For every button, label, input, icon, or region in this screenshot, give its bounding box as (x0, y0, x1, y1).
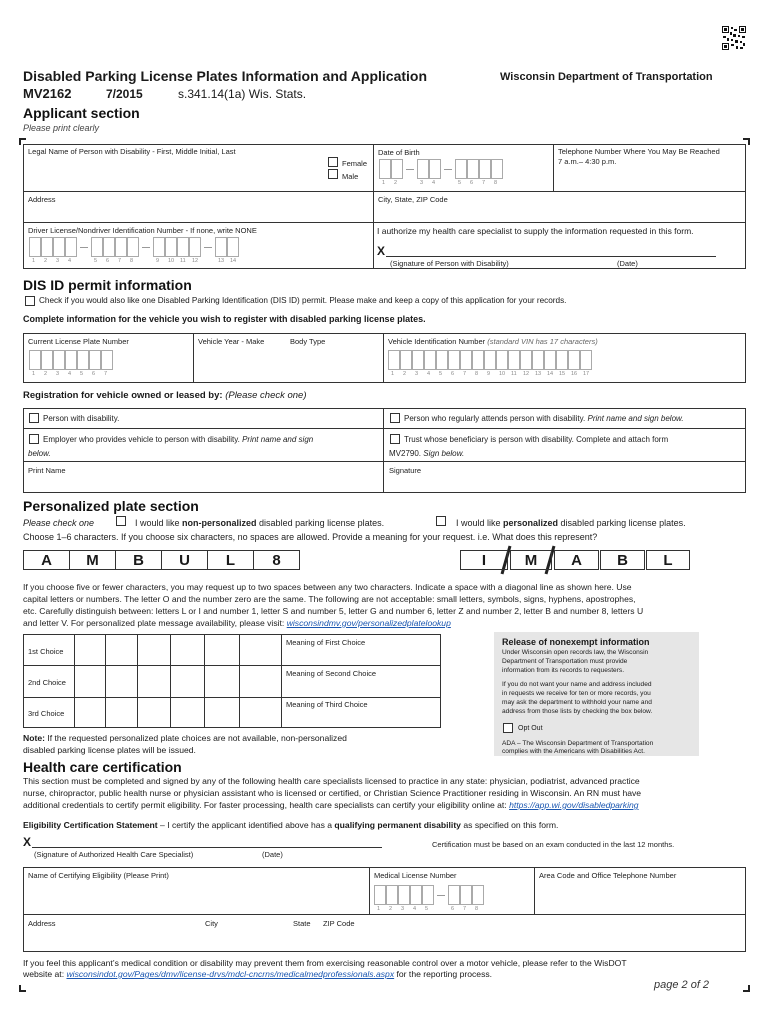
note-line-2: disabled parking license plates will be issued. (23, 745, 196, 755)
dl-box[interactable] (53, 237, 65, 257)
rules-line-4: and letter V. For personalized plate message availability, please visit: wisconsindmv.gov/personalizedplatelookup (23, 618, 451, 628)
disid-checkbox[interactable] (25, 296, 35, 306)
trust-checkbox[interactable] (390, 434, 400, 444)
opt2-label: Person who regularly attends person with disability. Print name and sign below. (404, 414, 684, 423)
health-x-mark: X (23, 835, 32, 849)
authorize-text: I authorize my health care specialist to supply the information requested in this form. (377, 226, 694, 236)
applicant-heading: Applicant section (23, 105, 140, 121)
applicant-date-label: (Date) (617, 259, 638, 268)
license-separator (437, 895, 445, 896)
dl-digit-index: 12 (192, 258, 199, 264)
release-p1-1: Under Wisconsin open records law, the Wisconsin (502, 649, 649, 656)
license-digit-index: 6 (451, 906, 455, 912)
dob-label: Date of Birth (378, 148, 420, 157)
male-checkbox[interactable] (328, 169, 338, 179)
plate-box[interactable] (77, 350, 89, 370)
vin-box[interactable] (472, 350, 484, 370)
page-number: page 2 of 2 (654, 979, 710, 991)
example1-char: M (69, 550, 116, 570)
choice-char-cell[interactable] (171, 635, 203, 664)
dl-digit-index: 8 (130, 258, 134, 264)
rules-line-3: etc. Carefully distinguish between: letters L or I and number 1, letter S and number 5, letter G and number 6, letter Z and number 2, letter B and number 8, letters U (23, 606, 644, 616)
vin-box[interactable] (412, 350, 424, 370)
vin-digit-index: 8 (475, 371, 479, 377)
choice-char-cell[interactable] (205, 635, 238, 664)
dl-box[interactable] (65, 237, 77, 257)
dob-box[interactable] (467, 159, 479, 179)
applicant-signature-line[interactable] (386, 256, 716, 257)
dl-box[interactable] (153, 237, 165, 257)
specialist-state-label: State (293, 919, 311, 928)
license-digit-index: 1 (377, 906, 381, 912)
form-statute: s.341.14(1a) Wis. Stats. (178, 87, 307, 101)
applicant-sig-label: (Signature of Person with Disability) (390, 259, 509, 268)
choice-3-label: 3rd Choice (28, 709, 65, 718)
footer-line-2: website at: wisconsindot.gov/Pages/dmv/license-drvs/mdcl-cncrns/medicalmedprofessionals.aspx for the reporting process. (23, 969, 493, 979)
license-box[interactable] (386, 885, 398, 905)
dl-digit-index: 11 (180, 258, 186, 264)
vin-digit-index: 16 (571, 371, 578, 377)
plate-box[interactable] (41, 350, 53, 370)
dl-digit-index: 7 (118, 258, 122, 264)
dob-box[interactable] (479, 159, 491, 179)
choice-char-cell[interactable] (240, 635, 280, 664)
example1-char: L (207, 550, 254, 570)
opt-out-checkbox[interactable] (503, 723, 513, 733)
dl-box[interactable] (177, 237, 189, 257)
vin-box[interactable] (424, 350, 436, 370)
vin-digit-index: 15 (559, 371, 566, 377)
vin-digit-index: 10 (499, 371, 506, 377)
dl-box[interactable] (127, 237, 139, 257)
signature-label: Signature (389, 466, 422, 475)
opt3-below: below. (28, 449, 51, 458)
release-p1-2: Department of Transportation must provide (502, 658, 628, 665)
meaning-2-label: Meaning of Second Choice (286, 669, 377, 678)
vin-label: Vehicle Identification Number (standard VIN has 17 characters) (388, 337, 598, 346)
cert-note: Certification must be based on an exam conducted in the last 12 months. (432, 840, 675, 849)
attendant-checkbox[interactable] (390, 413, 400, 423)
vin-box[interactable] (544, 350, 556, 370)
dl-box[interactable] (165, 237, 177, 257)
male-label: Male (342, 172, 359, 181)
vin-digit-index: 12 (523, 371, 530, 377)
dob-digit-index: 4 (432, 180, 436, 186)
print-name-label: Print Name (28, 466, 66, 475)
health-line-2: nurse, chiropractor, public health nurse or physician assistant who is licensed or certified, or Christian Science Practitioner residing in Wisconsin. An RN must have (23, 788, 642, 798)
specialist-sig-label: (Signature of Authorized Health Care Specialist) (34, 850, 194, 859)
release-p1-3: information from its records to requesters. (502, 667, 625, 674)
dl-box[interactable] (41, 237, 53, 257)
health-line-1: This section must be completed and signed by any of the following health care specialists licensed to practice in any state: physician, podiatrist, advanced practice (23, 776, 640, 786)
disid-heading: DIS ID permit information (23, 277, 192, 293)
opt4-label: Trust whose beneficiary is person with disability. Complete and attach form (404, 435, 669, 444)
vin-digit-index: 2 (403, 371, 407, 377)
license-box[interactable] (448, 885, 460, 905)
example1-char: U (161, 550, 208, 570)
dl-label: Driver License/Nondriver Identification Number - If none, write NONE (28, 226, 257, 235)
plate-box[interactable] (29, 350, 41, 370)
dob-digit-index: 5 (458, 180, 462, 186)
specialist-date-label: (Date) (262, 850, 283, 859)
example1-char: 8 (253, 550, 300, 570)
choice-char-cell[interactable] (75, 635, 104, 664)
corner-mark-bottom-right (743, 985, 750, 992)
form-date: 7/2015 (106, 87, 143, 101)
specialist-address-label: Address (28, 919, 56, 928)
vin-box[interactable] (436, 350, 448, 370)
vin-box[interactable] (532, 350, 544, 370)
vehicle-grid (23, 333, 746, 383)
plate-box[interactable] (53, 350, 65, 370)
vin-box[interactable] (496, 350, 508, 370)
license-digit-index: 5 (425, 906, 429, 912)
plate-digit-index: 2 (44, 371, 48, 377)
choice-char-cell[interactable] (106, 698, 136, 727)
dl-separator (142, 247, 150, 248)
personalized-checkbox[interactable] (436, 516, 446, 526)
dob-digit-index: 7 (482, 180, 486, 186)
vin-box[interactable] (520, 350, 532, 370)
choice-char-cell[interactable] (138, 635, 169, 664)
vin-digit-index: 6 (451, 371, 455, 377)
vin-digit-index: 11 (511, 371, 517, 377)
choice-char-cell[interactable] (138, 698, 169, 727)
dob-box[interactable] (491, 159, 503, 179)
year-make-label: Vehicle Year - Make (198, 337, 265, 346)
vin-digit-index: 5 (439, 371, 443, 377)
vin-digit-index: 4 (427, 371, 431, 377)
example1-char: A (23, 550, 70, 570)
example2-char: A (554, 550, 599, 570)
example2-char: B (600, 550, 645, 570)
opt3-label: Employer who provides vehicle to person with disability. Print name and sign (43, 435, 314, 444)
plate-box[interactable] (89, 350, 101, 370)
dl-digit-index: 6 (106, 258, 110, 264)
disid-check-text: Check if you would also like one Disabled Parking Identification (DIS ID) permit. Please make and keep a copy of this application for your records. (39, 296, 567, 305)
dl-box[interactable] (215, 237, 227, 257)
dob-box[interactable] (417, 159, 429, 179)
vin-digit-index: 3 (415, 371, 419, 377)
medical-reporting-link[interactable]: wisconsindot.gov/Pages/dmv/license-drvs/mdcl-cncrns/medicalmedprofessionals.aspx (66, 969, 395, 979)
license-box[interactable] (374, 885, 386, 905)
plate-digit-index: 4 (68, 371, 72, 377)
name-input[interactable] (28, 158, 320, 186)
vin-box[interactable] (580, 350, 592, 370)
form-title: Disabled Parking License Plates Information and Application (23, 68, 428, 84)
body-type-label: Body Type (290, 337, 326, 346)
plate-digit-index: 7 (104, 371, 108, 377)
vin-box[interactable] (448, 350, 460, 370)
dl-digit-index: 14 (230, 258, 237, 264)
vin-box[interactable] (460, 350, 472, 370)
vin-box[interactable] (400, 350, 412, 370)
check-one-label: Please check one (23, 518, 95, 528)
license-number-label: Medical License Number (374, 871, 457, 880)
complete-text: Complete information for the vehicle you wish to register with disabled parking license plates. (23, 314, 426, 324)
dob-box[interactable] (391, 159, 403, 179)
dl-digit-index: 1 (32, 258, 36, 264)
license-digit-index: 8 (475, 906, 479, 912)
dl-digit-index: 13 (218, 258, 225, 264)
license-digit-index: 4 (413, 906, 417, 912)
phone-label: Telephone Number Where You May Be Reached (558, 147, 720, 156)
choice-char-cell[interactable] (171, 698, 203, 727)
choice-2-label: 2nd Choice (28, 678, 66, 687)
specialist-zip-label: ZIP Code (323, 919, 355, 928)
dl-separator (80, 247, 88, 248)
release-heading: Release of nonexempt information (502, 637, 650, 647)
health-heading: Health care certification (23, 759, 182, 775)
plate-lookup-link[interactable]: wisconsindmv.gov/personalizedplatelookup (286, 618, 451, 628)
opt1-label: Person with disability. (43, 414, 120, 423)
choice-char-cell[interactable] (75, 698, 104, 727)
person-disability-checkbox[interactable] (29, 413, 39, 423)
plate-box[interactable] (101, 350, 113, 370)
choice-char-cell[interactable] (205, 667, 238, 696)
choose-text: Choose 1–6 characters. If you choose six characters, no spaces are allowed. Provide a meaning for your request. i.e. What does this represent? (23, 532, 598, 542)
plate-digit-index: 1 (32, 371, 36, 377)
example2-char: M (510, 550, 552, 570)
female-checkbox[interactable] (328, 157, 338, 167)
opt4-form: MV2790. Sign below. (389, 449, 465, 458)
dl-box[interactable] (115, 237, 127, 257)
corner-mark-bottom-left (19, 985, 26, 992)
dob-digit-index: 1 (382, 180, 386, 186)
ada-line-1: ADA – The Wisconsin Department of Transportation (502, 740, 654, 747)
employer-checkbox[interactable] (29, 434, 39, 444)
vin-digit-index: 17 (583, 371, 590, 377)
dob-digit-index: 6 (470, 180, 474, 186)
choice-char-cell[interactable] (75, 667, 104, 696)
dl-digit-index: 3 (56, 258, 60, 264)
choice-char-cell[interactable] (205, 698, 238, 727)
vin-digit-index: 7 (463, 371, 467, 377)
non-personalized-label: I would like non-personalized disabled parking license plates. (135, 518, 385, 528)
registration-heading: Registration for vehicle owned or leased by: (Please check one) (23, 390, 307, 401)
health-line-3: additional credentials to certify permit eligibility. For faster processing, health care specialists can certify your eligibility online at: https://app.wi.gov/disabledparking (23, 800, 639, 810)
footer-line-1: If you feel this applicant’s medical condition or disability may prevent them from exercising reasonable control over a motor vehicle, please refer to the WisDOT (23, 958, 627, 968)
choice-char-cell[interactable] (240, 698, 280, 727)
dl-digit-index: 5 (94, 258, 98, 264)
dl-box[interactable] (103, 237, 115, 257)
vin-digit-index: 14 (547, 371, 554, 377)
note-line-1: Note: If the requested personalized plate choices are not available, non-personalized (23, 733, 347, 743)
dob-box[interactable] (379, 159, 391, 179)
meaning-1-label: Meaning of First Choice (286, 638, 366, 647)
specialist-signature-line[interactable] (32, 847, 382, 848)
dl-box[interactable] (29, 237, 41, 257)
license-box[interactable] (410, 885, 422, 905)
vin-digit-index: 1 (391, 371, 395, 377)
choice-grid-divider (281, 634, 282, 728)
plate-digit-index: 3 (56, 371, 60, 377)
dl-digit-index: 9 (156, 258, 160, 264)
dl-box[interactable] (189, 237, 201, 257)
release-p2-2: in requests we receive for ten or more records, you (502, 690, 651, 697)
license-digit-index: 3 (401, 906, 405, 912)
dl-digit-index: 4 (68, 258, 72, 264)
choice-char-cell[interactable] (138, 667, 169, 696)
print-note: Please print clearly (23, 123, 100, 133)
personalized-heading: Personalized plate section (23, 498, 199, 514)
non-personalized-checkbox[interactable] (116, 516, 126, 526)
vin-box[interactable] (556, 350, 568, 370)
plate-digit-index: 5 (80, 371, 84, 377)
dl-digit-index: 2 (44, 258, 48, 264)
personalized-label: I would like personalized disabled parking license plates. (456, 518, 686, 528)
plate-label: Current License Plate Number (28, 337, 129, 346)
dob-digit-index: 2 (394, 180, 398, 186)
address-label: Address (28, 195, 56, 204)
vin-digit-index: 9 (487, 371, 491, 377)
dl-digit-index: 10 (168, 258, 175, 264)
phone-hours: 7 a.m.– 4:30 p.m. (558, 157, 617, 166)
vin-box[interactable] (508, 350, 520, 370)
example2-char: I (460, 550, 508, 570)
choice-char-cell[interactable] (171, 667, 203, 696)
qr-code (722, 26, 746, 50)
eligibility-statement: Eligibility Certification Statement – I certify the applicant identified above has a qualifying permanent disability as specified on this form. (23, 820, 559, 830)
ada-line-2: complies with the Americans with Disabilities Act. (502, 748, 645, 755)
agency-name: Wisconsin Department of Transportation (500, 71, 713, 83)
license-box[interactable] (460, 885, 472, 905)
form-number: MV2162 (23, 86, 72, 101)
license-box[interactable] (422, 885, 434, 905)
opt-out-label: Opt Out (518, 725, 543, 732)
city-state-zip-label: City, State, ZIP Code (378, 195, 448, 204)
vin-digit-index: 13 (535, 371, 542, 377)
license-digit-index: 2 (389, 906, 393, 912)
dob-digit-index: 3 (420, 180, 424, 186)
rules-line-2: capital letters or numbers. The letter O and the number zero are the same. The following are not acceptable: small letters, symbols, signs, hyphens, apostrophes, (23, 594, 636, 604)
release-p2-1: If you do not want your name and address included (502, 681, 652, 688)
dob-separator (406, 169, 414, 170)
vin-box[interactable] (388, 350, 400, 370)
dl-box[interactable] (227, 237, 239, 257)
license-box[interactable] (398, 885, 410, 905)
license-digit-index: 7 (463, 906, 467, 912)
release-p2-3: may ask the department to withhold your name and (502, 699, 652, 706)
example1-char: B (115, 550, 162, 570)
female-label: Female (342, 159, 368, 168)
plate-digit-index: 6 (92, 371, 96, 377)
dl-box[interactable] (91, 237, 103, 257)
meaning-3-label: Meaning of Third Choice (286, 700, 368, 709)
dob-separator (444, 169, 452, 170)
certifier-name-label: Name of Certifying Eligibility (Please Print) (28, 871, 169, 880)
name-label: Legal Name of Person with Disability - First, Middle Initial, Last (28, 147, 236, 156)
online-cert-link[interactable]: https://app.wi.gov/disabledparking (509, 800, 639, 810)
vin-box[interactable] (484, 350, 496, 370)
dob-box[interactable] (455, 159, 467, 179)
plate-box[interactable] (65, 350, 77, 370)
vin-box[interactable] (568, 350, 580, 370)
choice-1-label: 1st Choice (28, 647, 64, 656)
dob-digit-index: 8 (494, 180, 498, 186)
office-phone-label: Area Code and Office Telephone Number (539, 871, 677, 880)
example2-char: L (646, 550, 690, 570)
rules-line-1: If you choose five or fewer characters, you may request up to two spaces between any two characters. Indicate a space with a diagonal line as shown here. Use (23, 582, 632, 592)
license-box[interactable] (472, 885, 484, 905)
dl-separator (204, 247, 212, 248)
choice-char-cell[interactable] (106, 635, 136, 664)
choice-char-cell[interactable] (106, 667, 136, 696)
specialist-city-label: City (205, 919, 218, 928)
release-p2-4: address from those lists by checking the box below. (502, 708, 653, 715)
choice-char-cell[interactable] (240, 667, 280, 696)
dob-box[interactable] (429, 159, 441, 179)
x-mark: X (377, 244, 386, 258)
